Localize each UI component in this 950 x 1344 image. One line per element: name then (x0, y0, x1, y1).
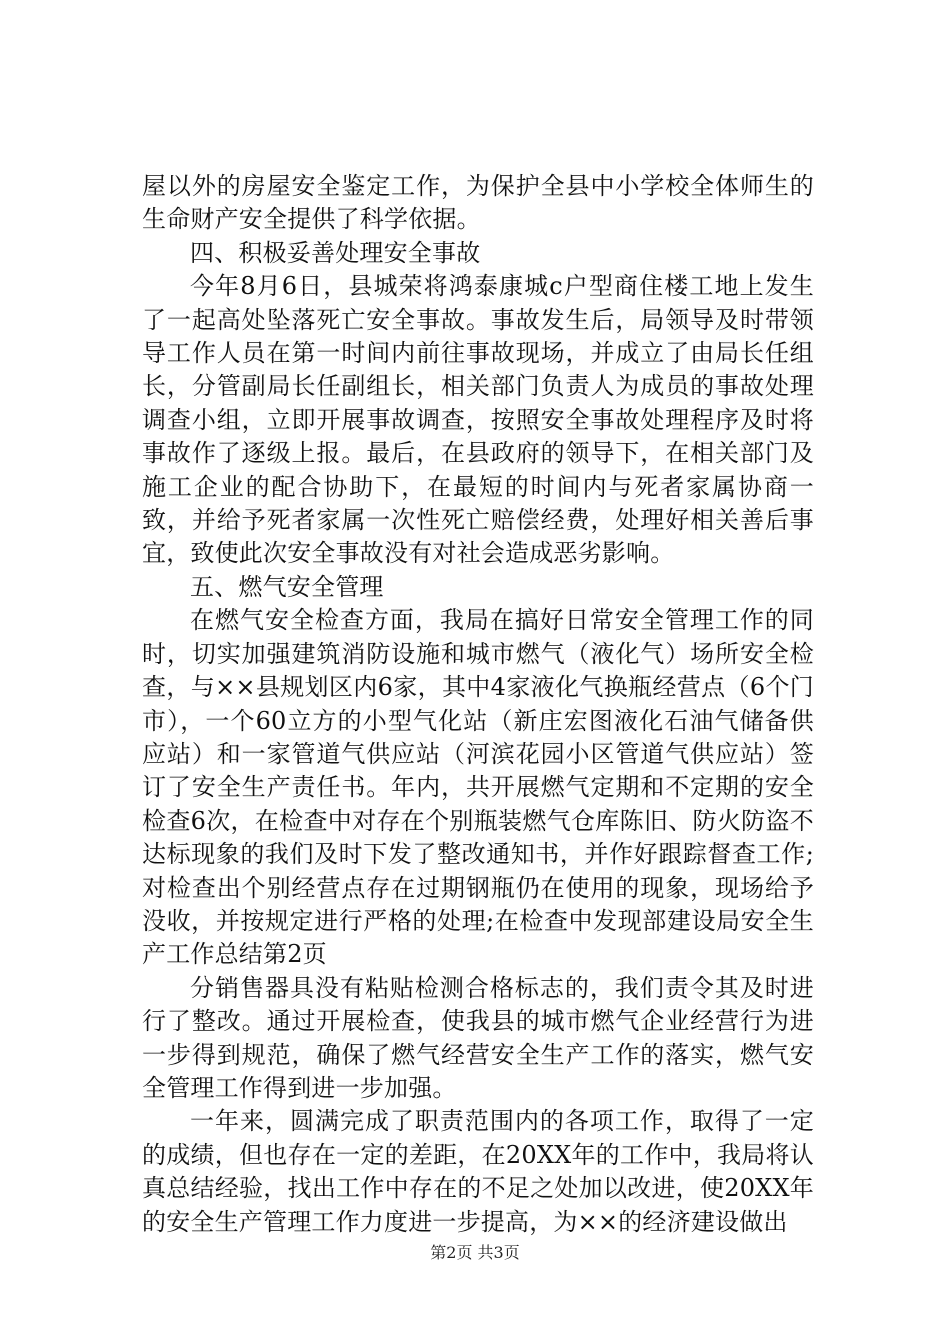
section-heading-5: 五、燃气安全管理 (190, 572, 384, 601)
page-footer: 第2页 共3页 (430, 1243, 520, 1262)
paragraph-gas-inspection: 在燃气安全检查方面，我局在搞好日常安全管理工作的同时，切实加强建筑消防设施和城市燃气（液化气）场所安全检查，与××县规划区内6家，其中4家液化气换瓶经营点（6个门市），一个60立方的小型气化站（新庄宏图液化石油气储备供应站）和一家管道气供应站（河滨花园小区管道气供应站）签订了安全生产责任书。年内，共开展燃气定期和不定期的安全检查6次，在检查中对存在个别瓶装燃气仓库陈旧、防火防盗不达标现象的我们及时下发了整改通知书，并作好跟踪督查工作;对检查出个别经营点存在过期钢瓶仍在使用的现象，现场给予没收，并按规定进行严格的处理;在检查中发现部建设局安全生产工作总结第2页 (142, 606, 814, 969)
paragraph-accident: 今年8月6日，县城荣将鸿泰康城c户型商住楼工地上发生了一起高处坠落死亡安全事故。事故发生后，局领导及时带领导工作人员在第一时间内前往事故现场，并成立了由局长任组长，分管副局长任副组长，相关部门负责人为成员的事故处理调查小组，立即开展事故调查，按照安全事故处理程序及时将事故作了逐级上报。最后，在县政府的领导下，在相关部门及施工企业的配合协助下，在最短的时间内与死者家属协商一致，并给予死者家属一次性死亡赔偿经费，处理好相关善后事宜，致使此次安全事故没有对社会造成恶劣影响。 (142, 272, 814, 568)
body-text (142, 170, 814, 1239)
paragraph-summary: 一年来，圆满完成了职责范围内的各项工作，取得了一定的成绩，但也存在一定的差距，在20XX年的工作中，我局将认真总结经验，找出工作中存在的不足之处加以改进，使20XX年的安全生产管理工作力度进一步提高，为××的经济建设做出 (142, 1107, 814, 1236)
paragraph-continuation: 屋以外的房屋安全鉴定工作，为保护全县中小学校全体师生的生命财产安全提供了科学依据。 (142, 172, 814, 234)
paragraph-gas-result: 分销售器具没有粘贴检测合格标志的，我们责令其及时进行了整改。通过开展检查，使我县的城市燃气企业经营行为进一步得到规范，确保了燃气经营安全生产工作的落实，燃气安全管理工作得到进一步加强。 (142, 973, 814, 1102)
section-heading-4: 四、积极妥善处理安全事故 (190, 238, 481, 267)
